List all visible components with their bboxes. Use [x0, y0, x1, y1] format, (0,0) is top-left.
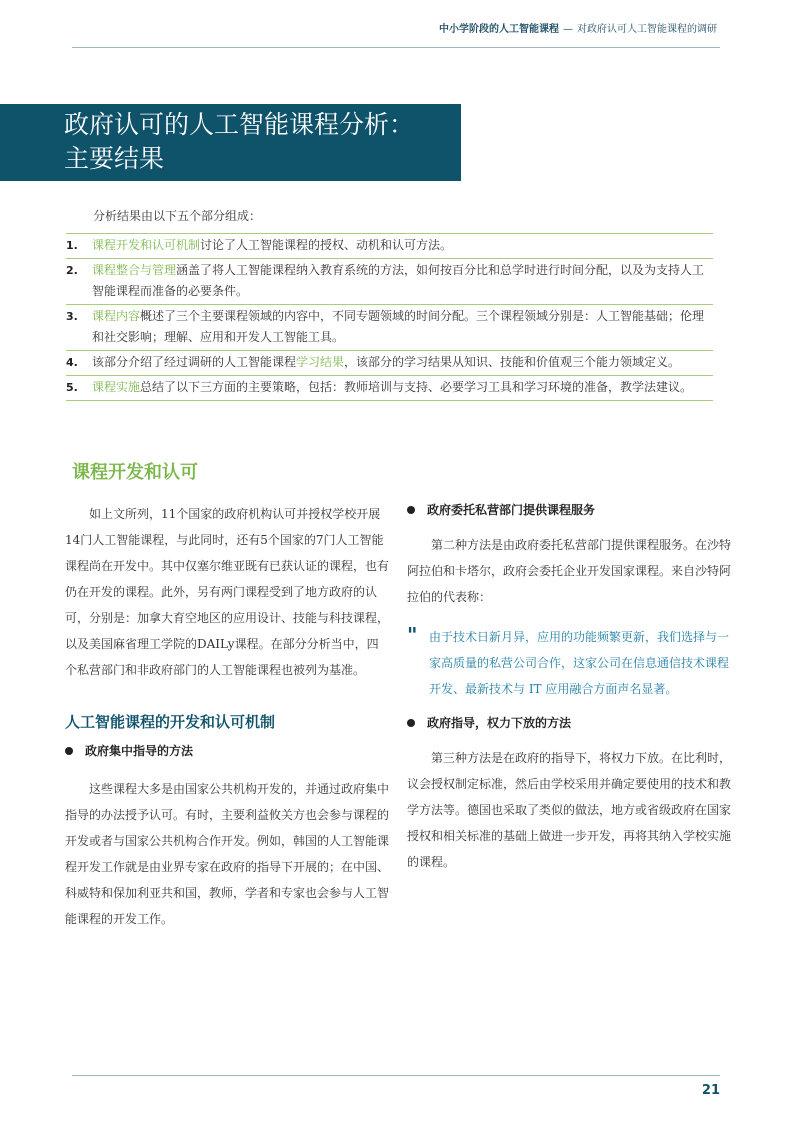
bullet-heading [407, 714, 740, 731]
list-item [66, 258, 713, 304]
body-paragraph: 如上文所列，11个国家的政府机构认可并授权学校开展14门人工智能课程，与此同时，还有5个国家的7门人工智能课程尚在开发中。其中仅塞尔维亚既有已获认证的课程，也有仍在开发的课程。此外，另有两门课程受到了地方政府的认可，分别是：加拿大育空地区的应用设计、技能与科技课程，以及美国麻省理工学院的DAILy课程。在部分分析当中，四个私营部门和非政府部门的人工智能课程也被列为基准。 [65, 507, 390, 677]
item-highlight: 课程实施 [92, 380, 141, 394]
page-title-line2: 主要结果 [64, 144, 165, 173]
item-number: 3. [66, 310, 78, 323]
running-header [439, 20, 717, 35]
item-highlight: 课程开发和认可机制 [92, 238, 201, 252]
header-subtitle: 对政府认可人工智能课程的调研 [577, 24, 717, 35]
item-text: 讨论了人工智能课程的授权、动机和认可方法。 [200, 238, 453, 252]
bullet-label: 政府指导，权力下放的方法 [427, 716, 572, 730]
bullet-icon [407, 506, 415, 514]
bullet-label: 政府集中指导的方法 [85, 744, 194, 758]
item-highlight: 课程内容 [92, 309, 141, 323]
item-number: 1. [66, 239, 78, 252]
item-number: 2. [66, 264, 78, 277]
bullet-label: 政府委托私营部门提供课程服务 [427, 503, 596, 517]
item-number: 5. [66, 381, 78, 394]
bullet-heading [407, 501, 740, 518]
list-item [66, 350, 713, 375]
item-highlight: 课程整合与管理 [92, 263, 177, 277]
page-number: 21 [701, 1083, 720, 1098]
list-item [66, 233, 713, 258]
right-column [407, 501, 740, 875]
item-text: ，该部分的学习结果从知识、技能和价值观三个能力领域定义。 [344, 355, 681, 369]
bullet-heading [65, 742, 390, 759]
list-item [66, 304, 713, 350]
header-title: 中小学阶段的人工智能课程 [439, 24, 559, 35]
item-text: 概述了三个主要课程领域的内容中，不同专题领域的时间分配。三个课程领域分别是：人工智能基础；伦理和社交影响；理解、应用和开发人工智能工具。 [92, 309, 705, 344]
body-paragraph: 第二种方法是由政府委托私营部门提供课程服务。在沙特阿拉伯和卡塔尔，政府会委托企业开发国家课程。来自沙特阿拉伯的代表称： [407, 538, 732, 604]
section-heading: 课程开发和认可 [72, 462, 198, 483]
summary-list [66, 233, 713, 401]
body-paragraph: 这些课程大多是由国家公共机构开发的，并通过政府集中指导的办法授予认可。有时，主要利益攸关方也会参与课程的开发或者与国家公共机构合作开发。例如，韩国的人工智能课程开发工作就是由业界专家在政府的指导下开展的；在中国、科威特和保加利亚共和国，教师，学者和专家也会参与人工智能课程的开发工作。 [65, 782, 390, 926]
header-rule [72, 47, 720, 48]
quote-block [407, 624, 740, 702]
item-prefix: 该部分介绍了经过调研的人工智能课程 [92, 355, 297, 369]
intro-text: 分析结果由以下五个部分组成： [93, 209, 262, 223]
item-highlight: 学习结果 [296, 355, 345, 369]
page-title-line1: 政府认可的人工智能课程分析： [64, 110, 415, 139]
page-title [64, 108, 484, 176]
item-number: 4. [66, 356, 78, 369]
quote-text: 由于技术日新月异，应用的功能频繁更新，我们选择与一家高质量的私营公司合作，这家公司在信息通信技术课程开发、最新技术与 IT 应用融合方面声名显著。 [429, 630, 730, 696]
bullet-icon [407, 719, 415, 727]
header-separator: — [563, 24, 573, 35]
footer-rule [72, 1075, 720, 1076]
body-paragraph: 第三种方法是在政府的指导下，将权力下放。在比利时，议会授权制定标准，然后由学校采用并确定要使用的技术和教学方法等。德国也采取了类似的做法，地方或省级政府在国家授权和相关标准的基础上做进一步开发，再将其纳入学校实施的课程。 [407, 751, 732, 869]
left-column [65, 501, 390, 932]
list-item [66, 375, 713, 401]
subsection-heading: 人工智能课程的开发和认可机制 [65, 713, 276, 731]
item-text: 总结了以下三方面的主要策略，包括：教师培训与支持、必要学习工具和学习环境的准备，教学法建议。 [140, 380, 693, 394]
quote-mark-icon: " [407, 623, 418, 647]
bullet-icon [65, 747, 73, 755]
item-text: 涵盖了将人工智能课程纳入教育系统的方法，如何按百分比和总学时进行时间分配，以及为支持人工智能课程而准备的必要条件。 [92, 263, 705, 298]
